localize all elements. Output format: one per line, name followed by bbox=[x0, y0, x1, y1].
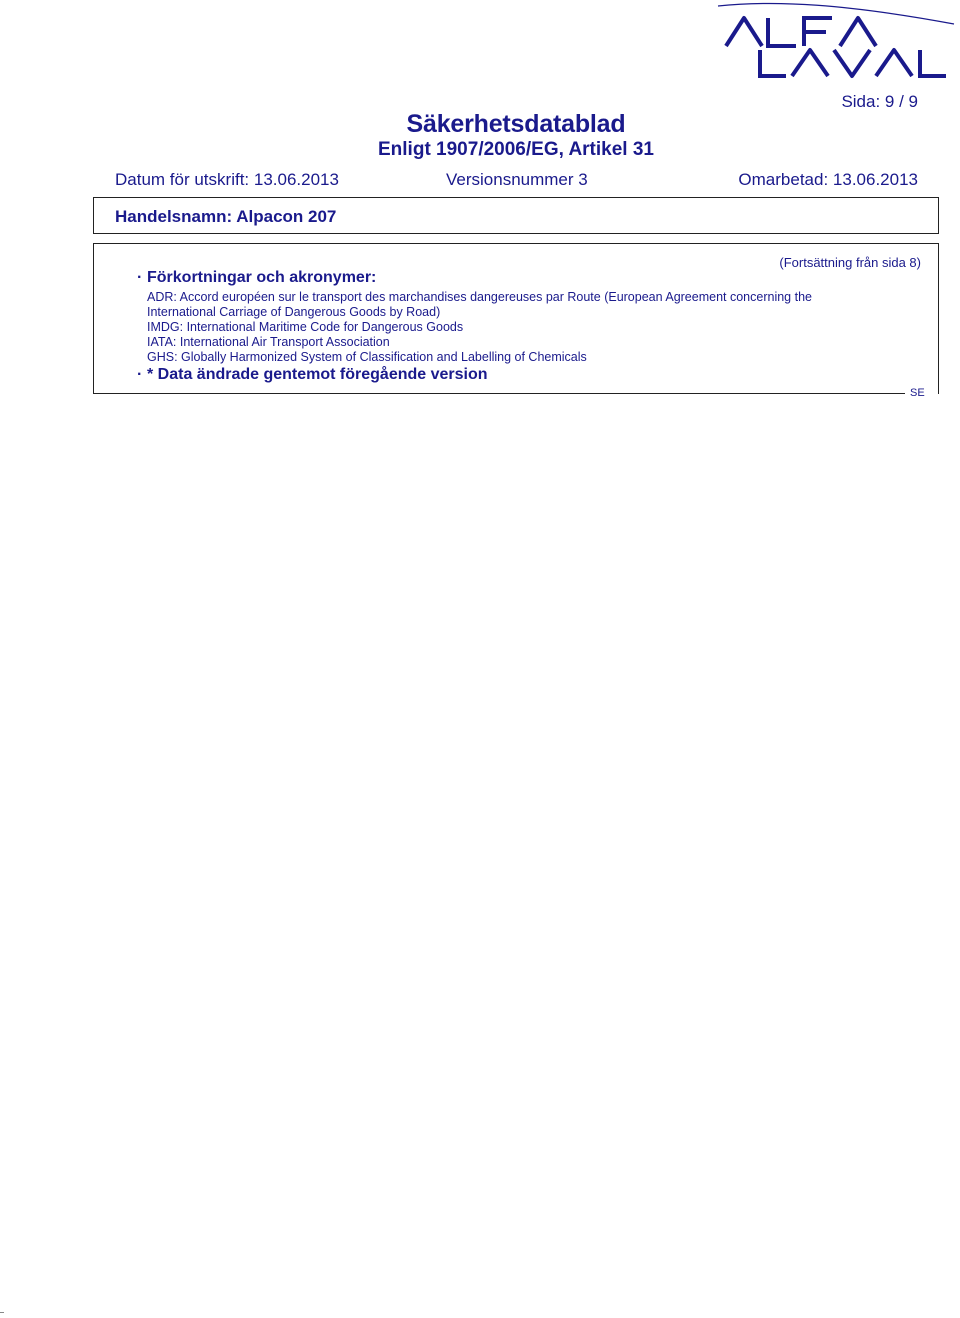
print-date: Datum för utskrift: 13.06.2013 bbox=[115, 170, 339, 189]
trade-name: Handelsnamn: Alpacon 207 bbox=[115, 207, 337, 226]
continued-from-note: (Fortsättning från sida 8) bbox=[779, 255, 921, 270]
section-heading-abbreviations bbox=[137, 269, 376, 287]
document-subtitle: Enligt 1907/2006/EG, Artikel 31 bbox=[378, 139, 654, 160]
country-code: SE bbox=[910, 387, 925, 399]
trade-name-box bbox=[93, 197, 939, 234]
changed-data-note bbox=[137, 366, 488, 384]
abbreviation-line: IATA: International Air Transport Association bbox=[147, 335, 390, 349]
abbreviation-line: International Carriage of Dangerous Goods by Road) bbox=[147, 305, 441, 319]
section-heading-text: Förkortningar och akronymer: bbox=[147, 269, 377, 286]
abbreviation-line: IMDG: International Maritime Code for Dangerous Goods bbox=[147, 320, 464, 334]
abbreviation-line: GHS: Globally Harmonized System of Classification and Labelling of Chemicals bbox=[147, 350, 587, 364]
bullet-marker: · bbox=[137, 366, 143, 383]
document-title: Säkerhetsdatablad bbox=[406, 110, 626, 138]
revised-date: Omarbetad: 13.06.2013 bbox=[738, 170, 918, 189]
content-bottom-divider bbox=[93, 393, 905, 394]
page-number: Sida: 9 / 9 bbox=[841, 92, 918, 111]
bullet-marker: · bbox=[137, 269, 143, 286]
page-corner-mark bbox=[0, 1312, 4, 1313]
abbreviation-line: ADR: Accord européen sur le transport des marchandises dangereuses par Route (European Agreement concerning the bbox=[147, 290, 812, 304]
version-number: Versionsnummer 3 bbox=[446, 170, 588, 189]
alfa-laval-logo-icon bbox=[716, 2, 956, 80]
changed-data-note-text: * Data ändrade gentemot föregående version bbox=[147, 366, 488, 383]
